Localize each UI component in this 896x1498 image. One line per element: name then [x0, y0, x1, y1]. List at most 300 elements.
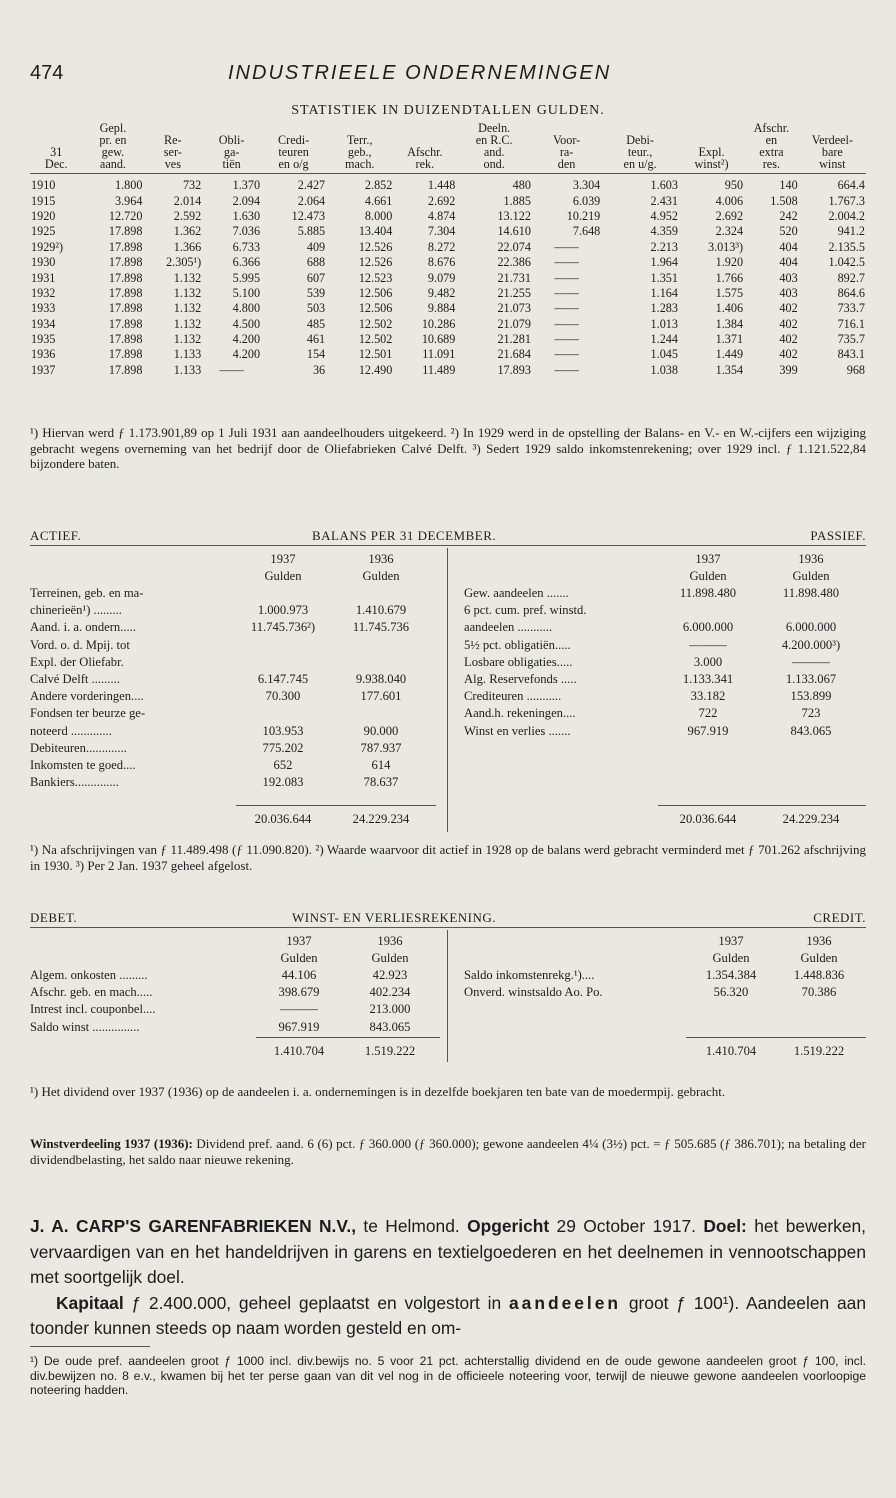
statistics-year-cell: 1932 [31, 285, 56, 300]
statistics-year-cell: 1934 [31, 316, 56, 331]
statistics-value-cell: 1.964 [650, 255, 678, 270]
balance-passief-row-v2: 11.898.480 [782, 586, 840, 600]
statistics-value-cell: 12.523 [358, 270, 393, 285]
balance-left-total-1: 20.036.644 [254, 812, 312, 826]
statistics-value-cell: 21.079 [497, 316, 531, 331]
statistics-value-cell: 9.482 [427, 285, 456, 300]
pnl-debet-row-label: Intrest incl. couponbel.... [30, 1002, 156, 1017]
statistics-value-cell: 409 [306, 239, 326, 254]
founded-date: 29 October 1917. [549, 1216, 697, 1236]
statistics-value-cell: 2.431 [650, 193, 678, 208]
statistics-col-header-line: Gepl. [99, 121, 127, 135]
statistics-value-cell: 10.689 [421, 332, 456, 347]
statistics-col-header-line: 31 [50, 145, 63, 159]
balance-left-total-rule [236, 805, 436, 806]
statistics-row [30, 347, 866, 362]
balance-actief-row-label: Bankiers.............. [30, 775, 119, 790]
statistics-value-cell: 2.692 [715, 208, 744, 223]
pnl-debet-row-v2: 213.000 [369, 1002, 411, 1017]
balance-actief-row-v1: 1.000.973 [257, 603, 309, 618]
balance-passief-row-v1: 967.919 [687, 723, 729, 738]
pnl-right-total-1: 1.410.704 [705, 1044, 757, 1058]
statistics-col-header [456, 122, 532, 174]
statistics-value-cell: 21.731 [497, 270, 531, 285]
statistics-value-cell: —— [219, 362, 244, 377]
balance-passief-heading: PASSIEF. [810, 528, 866, 543]
statistics-value-cell: 12.526 [358, 255, 393, 270]
statistics-value-cell: 11.091 [422, 347, 456, 362]
statistics-col-header [30, 122, 83, 174]
statistics-col-header-line: en [765, 133, 778, 147]
footnote-rule [30, 1346, 150, 1347]
pnl-debet-row-v1: 967.919 [278, 1019, 320, 1034]
statistics-value-cell: 968 [846, 362, 865, 377]
pnl-right-unit-2: Gulden [800, 951, 838, 965]
balance-actief-row-v2: 177.601 [360, 689, 402, 704]
balance-passief-row-v1: ——— [689, 637, 727, 652]
statistics-value-cell: 1.449 [715, 347, 744, 362]
statistics-col-header-line: mach. [345, 157, 375, 171]
pnl-credit-row-label: Onverd. winstsaldo Ao. Po. [464, 985, 603, 1000]
statistics-row [30, 317, 866, 332]
statistics-value-cell: 2.852 [364, 178, 393, 193]
statistics-value-cell: —— [554, 270, 579, 285]
statistics-value-cell: 4.800 [232, 301, 261, 316]
statistics-col-header-line: winst²) [694, 157, 729, 171]
balance-passief-row-label: 6 pct. cum. pref. winstd. [464, 603, 587, 618]
statistics-value-cell: 5.995 [232, 270, 261, 285]
statistics-col-header-line: ra- [559, 145, 574, 159]
statistics-value-cell: 10.219 [566, 208, 601, 223]
statistics-title: STATISTIEK IN DUIZENDTALLEN GULDEN. [291, 103, 605, 118]
statistics-value-cell: 716.1 [837, 316, 865, 331]
pnl-credit-row-v1: 1.354.384 [705, 968, 757, 982]
balance-actief-row-v2: 78.637 [363, 775, 399, 790]
statistics-value-cell: 539 [306, 285, 326, 300]
statistics-row [30, 301, 866, 316]
statistics-col-header-line: Afschr. [753, 121, 790, 135]
pnl-right-unit-1: Gulden [712, 951, 750, 965]
kapitaal-paragraph [30, 1291, 866, 1342]
statistics-value-cell: 950 [724, 178, 744, 193]
statistics-value-cell: 1.354 [715, 362, 744, 377]
statistics-col-header-line: Obli- [218, 133, 245, 147]
balance-actief-row-label: Andere vorderingen.... [30, 689, 144, 704]
statistics-col-header-line: extra [759, 145, 784, 159]
balance-actief-row-v1: 103.953 [262, 723, 304, 738]
statistics-col-header-line: Dec. [44, 157, 68, 171]
statistics-value-cell: 2.305¹) [166, 255, 202, 270]
statistics-value-cell: 503 [306, 301, 326, 316]
balance-sheet [30, 528, 866, 838]
statistics-value-cell: 7.304 [427, 224, 456, 239]
statistics-value-cell: 1.800 [114, 178, 143, 193]
balance-left-year-2: 1936 [368, 552, 394, 566]
balance-passief-row-v2: 4.200.000³) [781, 637, 841, 652]
statistics-col-header [202, 122, 261, 174]
statistics-value-cell: 6.039 [572, 193, 601, 208]
balance-actief-row-v2: 614 [371, 758, 391, 772]
statistics-row [30, 209, 866, 224]
statistics-value-cell: 892.7 [837, 270, 865, 285]
statistics-col-header-line: en u/g. [623, 157, 657, 171]
statistics-col-header [601, 122, 679, 174]
pnl-debet-row-v2: 843.065 [369, 1019, 411, 1034]
balance-actief-row-v2: 1.410.679 [355, 603, 407, 618]
pnl-title: WINST- EN VERLIESREKENING. [292, 910, 497, 925]
balance-passief-row-v2: 723 [801, 706, 821, 721]
balance-passief-row-v2: 843.065 [790, 723, 832, 738]
balance-actief-row-label: Fondsen ter beurze ge- [30, 706, 146, 721]
statistics-value-cell: 1.575 [715, 285, 744, 300]
balance-left-unit-2: Gulden [362, 569, 400, 583]
statistics-col-header [261, 122, 326, 174]
statistics-year-cell: 1936 [31, 347, 56, 362]
statistics-col-header-line: ser- [163, 145, 182, 159]
balance-right-year-1: 1937 [695, 552, 721, 566]
statistics-col-header [143, 122, 202, 174]
statistics-value-cell: 1.132 [173, 301, 202, 316]
balance-actief-row-v2: 9.938.040 [355, 672, 407, 686]
kapitaal-text-a: ƒ 2.400.000, geheel geplaatst en volgestort in [123, 1292, 509, 1313]
pnl-debet-row-label: Afschr. geb. en mach..... [30, 985, 153, 1000]
statistics-value-cell: 404 [779, 239, 798, 254]
statistics-value-cell: 8.000 [364, 208, 393, 223]
statistics-year-cell: 1930 [31, 255, 56, 270]
statistics-row [30, 363, 866, 378]
pnl-debet-row-label: Algem. onkosten ......... [30, 968, 148, 982]
balance-actief-row-v1: 11.745.736²) [250, 620, 316, 635]
pnl-top-rule [30, 927, 866, 928]
statistics-value-cell: 1.132 [173, 270, 202, 285]
statistics-col-header-line: Deeln. [478, 121, 511, 135]
statistics-value-cell: 17.898 [108, 255, 143, 270]
statistics-value-cell: 13.404 [358, 224, 393, 239]
statistics-value-cell: 8.676 [427, 255, 456, 270]
pnl-left-total-rule [256, 1037, 440, 1038]
statistics-value-cell: 17.898 [108, 362, 143, 377]
balance-passief-row-v2: 6.000.000 [785, 620, 837, 635]
statistics-value-cell: 242 [779, 208, 798, 223]
statistics-value-cell: 2.094 [232, 193, 261, 208]
statistics-year-cell: 1933 [31, 301, 56, 316]
statistics-value-cell: 664.4 [837, 178, 865, 193]
statistics-row [30, 286, 866, 301]
balance-actief-row-v1: 652 [273, 758, 293, 772]
balance-actief-row-label: noteerd ............. [30, 723, 112, 738]
statistics-value-cell: 520 [779, 224, 798, 239]
statistics-value-cell: 4.500 [232, 316, 261, 331]
statistics-value-cell: 12.501 [358, 347, 393, 362]
statistics-row [30, 193, 866, 208]
balance-actief-row-label: Calvé Delft ......... [30, 672, 120, 686]
statistics-col-header-line: Credi- [278, 133, 310, 147]
statistics-row [30, 270, 866, 285]
statistics-value-cell: 12.526 [358, 239, 393, 254]
statistics-col-header-line: aand. [99, 157, 126, 171]
statistics-col-header-line: tiën [222, 157, 241, 171]
statistics-col-header-line: teuren [278, 145, 309, 159]
statistics-value-cell: 17.898 [108, 301, 143, 316]
running-header [30, 62, 866, 92]
statistics-value-cell: 12.502 [358, 316, 393, 331]
balance-actief-row-label: chinerieën¹) ......... [30, 603, 122, 618]
statistics-value-cell: 1.766 [715, 270, 744, 285]
statistics-value-cell: 2.324 [715, 224, 744, 239]
pnl-debet-row-v1: 398.679 [278, 985, 320, 1000]
statistics-value-cell: 17.898 [108, 285, 143, 300]
balance-passief-row-v2: 1.133.067 [785, 672, 837, 686]
company-line [30, 1214, 866, 1291]
statistics-value-cell: 22.386 [497, 255, 531, 270]
statistics-value-cell: 461 [306, 332, 326, 347]
statistics-col-header-line: en R.C. [475, 133, 513, 147]
balance-actief-row-v2: 787.937 [360, 740, 402, 755]
balance-actief-row-label: Vord. o. d. Mpij. tot [30, 637, 130, 652]
statistics-value-cell: 21.684 [497, 347, 531, 362]
balance-passief-row-v1: 33.182 [690, 689, 726, 704]
statistics-value-cell: 1.133 [173, 362, 202, 377]
statistics-value-cell: 1.132 [173, 285, 202, 300]
pnl-left-year-1: 1937 [286, 934, 312, 948]
founded-label: Opgericht [467, 1216, 550, 1236]
statistics-value-cell: 12.720 [108, 208, 143, 223]
statistics-col-header [799, 122, 866, 174]
statistics-value-cell: 17.898 [108, 239, 143, 254]
statistics-col-header [326, 122, 393, 174]
balance-passief-row-label: Gew. aandeelen ....... [464, 586, 569, 600]
statistics-value-cell: 21.281 [497, 332, 531, 347]
statistics-value-cell: 8.272 [427, 239, 456, 254]
company-footnote: ¹) De oude pref. aandeelen groot ƒ 1000 incl. div.bewijs no. 5 voor 21 pct. achterstallig dividend en de oude gewone aandeelen groot ƒ 100, incl. div.bewijzen no. 8 e.v., kwamen bij het ter perse gaan van dit vel nog in de officieele noteering voor, terwijl de nieuwe gewone aandeelen voorloopige noteering hadden. [30, 1354, 866, 1398]
statistics-col-header-line: en o/g [278, 157, 309, 171]
statistics-value-cell: 402 [779, 301, 798, 316]
statistics-value-cell: 1.406 [715, 301, 744, 316]
pnl-credit-row-v2: 70.386 [801, 985, 837, 1000]
kapitaal-label: Kapitaal [56, 1292, 124, 1313]
statistics-col-header-line: rek. [415, 157, 435, 171]
statistics-value-cell: 2.135.5 [828, 239, 865, 254]
balance-passief-row-v2: ——— [792, 654, 830, 669]
statistics-value-cell: 732 [182, 178, 202, 193]
company-entry [30, 1214, 866, 1342]
balance-actief-row-label: Debiteuren............. [30, 740, 127, 755]
statistics-value-cell: 1.371 [715, 332, 744, 347]
statistics-value-cell: 3.013³) [707, 239, 744, 254]
pnl-right-year-2: 1936 [806, 934, 832, 948]
pnl-right-year-1: 1937 [718, 934, 744, 948]
statistics-col-header-line: ond. [483, 157, 505, 171]
balance-passief-row-label: Crediteuren ........... [464, 689, 562, 704]
balance-actief-row-v1: 6.147.745 [257, 672, 309, 686]
balance-divider [447, 548, 448, 832]
statistics-year-cell: 1937 [31, 362, 56, 377]
statistics-row [30, 224, 866, 239]
pnl-left-unit-1: Gulden [280, 951, 318, 965]
statistics-year-cell: 1935 [31, 332, 56, 347]
statistics-year-cell: 1929²) [31, 239, 64, 254]
statistics-value-cell: 17.898 [108, 316, 143, 331]
pnl-debet-row-v2: 42.923 [372, 968, 408, 982]
statistics-year-cell: 1915 [31, 193, 56, 208]
statistics-value-cell: —— [554, 239, 579, 254]
balance-passief-row-label: Alg. Reservefonds ..... [464, 672, 577, 686]
balance-footnotes: ¹) Na afschrijvingen van ƒ 11.489.498 (ƒ 11.090.820). ²) Waarde waarvoor dit actief in 1928 op de balans werd gebracht verminderd met ƒ 701.262 afschrijving in 1930. ³) Per 2 Jan. 1937 geheel afgelost. [30, 842, 866, 873]
statistics-value-cell: 404 [779, 255, 798, 270]
statistics-value-cell: 154 [306, 347, 326, 362]
kapitaal-spaced: aandeelen [508, 1292, 622, 1313]
statistics-value-cell: 22.074 [497, 239, 531, 254]
statistics-value-cell: 1.603 [650, 178, 678, 193]
statistics-value-cell: 864.6 [837, 285, 865, 300]
balance-actief-row-label: Aand. i. a. ondern..... [30, 620, 136, 635]
statistics-col-header [393, 122, 456, 174]
pnl-debet-row-v1: ——— [280, 1002, 318, 1017]
statistics-value-cell: 1.767.3 [828, 193, 865, 208]
statistics-value-cell: 485 [306, 316, 326, 331]
statistics-col-header [83, 122, 144, 174]
statistics-value-cell: 7.648 [572, 224, 601, 239]
balance-actief-row-v2: 11.745.736 [352, 620, 410, 635]
statistics-value-cell: 1.042.5 [828, 255, 865, 270]
balance-passief-row-label: aandeelen ........... [464, 620, 553, 635]
statistics-row [30, 174, 866, 194]
statistics-year-cell: 1920 [31, 208, 56, 223]
statistics-col-header-line: ga- [223, 145, 240, 159]
statistics-value-cell: 1.283 [650, 301, 678, 316]
statistics-col-header-line: geb., [347, 145, 372, 159]
statistics-value-cell: 21.255 [497, 285, 531, 300]
company-name: J. A. CARP'S GARENFABRIEKEN N.V., [30, 1216, 357, 1236]
pnl-debet-row-v1: 44.106 [281, 968, 317, 982]
pnl-credit-heading: CREDIT. [813, 910, 866, 925]
statistics-value-cell: 1.370 [232, 178, 261, 193]
statistics-value-cell: 402 [779, 332, 798, 347]
statistics-value-cell: 1.351 [650, 270, 678, 285]
statistics-value-cell: 12.506 [358, 285, 393, 300]
balance-actief-row-v1: 775.202 [262, 740, 304, 755]
pnl-left-unit-2: Gulden [371, 951, 409, 965]
pnl-credit-row-v2: 1.448.836 [793, 968, 845, 982]
statistics-year-cell: 1925 [31, 224, 56, 239]
statistics-header-row [30, 122, 866, 174]
statistics-value-cell: 2.592 [173, 208, 202, 223]
pnl-divider [447, 930, 448, 1062]
page-number: 474 [30, 62, 64, 84]
statistics-value-cell: 4.661 [364, 193, 393, 208]
statistics-value-cell: 12.490 [358, 362, 393, 377]
statistics-value-cell: 2.004.2 [828, 208, 865, 223]
statistics-value-cell: 2.014 [173, 193, 202, 208]
statistics-value-cell: 1.164 [650, 285, 678, 300]
statistics-value-cell: 735.7 [837, 332, 865, 347]
statistics-value-cell: 1.132 [173, 332, 202, 347]
balance-passief-row-v1: 11.898.480 [679, 586, 737, 600]
statistics-col-header-line: Afschr. [407, 145, 443, 159]
kapitaal-text-b: groot ƒ 100¹). Aandeelen aan toonder kunnen steeds op naam worden gesteld en om- [30, 1292, 866, 1338]
statistics-value-cell: 3.304 [572, 178, 601, 193]
balance-right-unit-1: Gulden [689, 569, 727, 583]
balance-passief-row-label: 5½ pct. obligatiën..... [464, 637, 571, 652]
statistics-value-cell: —— [554, 347, 579, 362]
pnl-left-total-2: 1.519.222 [364, 1044, 416, 1058]
pnl-credit-row-v1: 56.320 [713, 985, 749, 1000]
statistics-col-header-line: winst [819, 157, 846, 171]
statistics-value-cell: 1.920 [715, 255, 744, 270]
statistics-value-cell: 733.7 [837, 301, 865, 316]
statistics-value-cell: 12.506 [358, 301, 393, 316]
statistics-value-cell: 1.133 [173, 347, 202, 362]
pnl-credit-row-label: Saldo inkomstenrekg.¹).... [464, 968, 595, 982]
statistics-col-header-line: Re- [164, 133, 182, 147]
statistics-value-cell: 5.885 [297, 224, 326, 239]
pnl-debet-heading: DEBET. [30, 910, 78, 925]
balance-right-total-1: 20.036.644 [679, 812, 737, 826]
company-place: te Helmond. [356, 1216, 468, 1236]
statistics-col-header-line: Terr., [346, 133, 373, 147]
statistics-row [30, 240, 866, 255]
statistics-col-header-line: teur., [627, 145, 653, 159]
statistics-value-cell: 4.200 [232, 347, 261, 362]
statistics-value-cell: 1.244 [650, 332, 678, 347]
balance-passief-row-v1: 6.000.000 [682, 620, 734, 635]
statistics-col-header-line: den [557, 157, 576, 171]
statistics-col-header-line: and. [483, 145, 505, 159]
statistics-value-cell: 607 [306, 270, 326, 285]
balance-title: BALANS PER 31 DECEMBER. [312, 528, 497, 543]
statistics-value-cell: 13.122 [497, 208, 531, 223]
statistics-value-cell: 1.366 [173, 239, 202, 254]
doel-text: het bewerken, vervaardigen van en het handeldrijven in garens en textielgoederen en het deelnemen in vennootschappen met soortgelijk doel. [30, 1216, 866, 1287]
pnl-right-total-2: 1.519.222 [793, 1044, 845, 1058]
statistics-value-cell: —— [554, 332, 579, 347]
statistics-value-cell: 4.952 [650, 208, 678, 223]
statistics-value-cell: 11.489 [422, 362, 456, 377]
statistics-value-cell: 14.610 [497, 224, 531, 239]
statistics-value-cell: 1.362 [173, 224, 202, 239]
statistics-footnotes: ¹) Hiervan werd ƒ 1.173.901,89 op 1 Juli 1931 aan aandeelhouders uitgekeerd. ²) In 1929 werd in de opstelling der Balans- en V.- en W.-cijfers een wijziging gebracht wegens overneming van het bedrijf door de Oliefabrieken Calvé Delft. ³) Sedert 1929 saldo inkomstenrekening; over 1929 incl. ƒ 1.121.522,84 bijzondere baten. [30, 425, 866, 472]
statistics-value-cell: 480 [512, 178, 531, 193]
statistics-value-cell: 4.359 [650, 224, 678, 239]
statistics-value-cell: 5.100 [232, 285, 261, 300]
statistics-value-cell: —— [554, 316, 579, 331]
statistics-value-cell: 17.898 [108, 332, 143, 347]
statistics-col-header [532, 122, 601, 174]
winstverdeeling [30, 1136, 866, 1167]
balance-actief-row-label: Terreinen, geb. en ma- [30, 586, 144, 600]
balance-actief-row-label: Expl. der Oliefabr. [30, 654, 124, 669]
balance-passief-row-v1: 3.000 [693, 654, 723, 669]
statistics-value-cell: 6.366 [232, 255, 261, 270]
statistics-value-cell: 402 [779, 316, 798, 331]
statistics-row [30, 255, 866, 270]
statistics-col-header-line: Debi- [626, 133, 654, 147]
statistics-value-cell: 17.893 [497, 362, 531, 377]
statistics-value-cell: 1.384 [715, 316, 744, 331]
balance-actief-row-label: Inkomsten te goed.... [30, 758, 136, 772]
statistics-value-cell: 9.079 [427, 270, 456, 285]
statistics-col-header-line: Voor- [552, 133, 581, 147]
balance-passief-row-label: Winst en verlies ....... [464, 723, 571, 738]
statistics-col-header [744, 122, 799, 174]
pnl-left-total-1: 1.410.704 [273, 1044, 325, 1058]
balance-left-unit-1: Gulden [264, 569, 302, 583]
balance-actief-heading: ACTIEF. [30, 528, 82, 543]
statistics-value-cell: 1.132 [173, 316, 202, 331]
balance-passief-row-label: Losbare obligaties..... [464, 654, 573, 669]
statistics-value-cell: 12.502 [358, 332, 393, 347]
statistics-value-cell: 17.898 [108, 224, 143, 239]
